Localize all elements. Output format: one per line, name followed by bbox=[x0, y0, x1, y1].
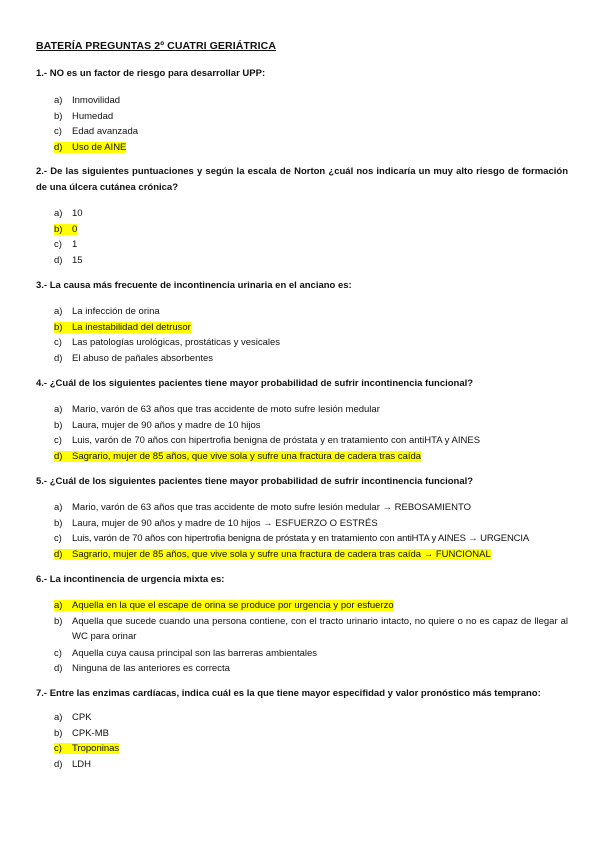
document-title: BATERÍA PREGUNTAS 2º CUATRI GERIÁTRICA bbox=[36, 40, 276, 52]
option-5d: d) Sagrario, mujer de 85 años, que vive sola y sufre una fractura de cadera tras caída → FUNCIONAL bbox=[54, 548, 491, 560]
options-4 bbox=[54, 402, 568, 464]
question-2: 2.- De las siguientes puntuaciones y según la escala de Norton ¿cuál nos indicaría un muy alto riesgo de formación de una úlcera cutánea crónica? bbox=[36, 166, 568, 193]
highlighted-answer: Sagrario, mujer de 85 años, que vive sola y sufre una fractura de cadera tras caída bbox=[72, 450, 422, 462]
option-3a: a) La infección de orina bbox=[54, 306, 160, 317]
options-2 bbox=[54, 206, 568, 268]
option-2c: c) 1 bbox=[54, 239, 78, 250]
highlighted-answer: Sagrario, mujer de 85 años, que vive sola y sufre una fractura de cadera tras caída → FUNCIONAL bbox=[72, 548, 491, 560]
options-6 bbox=[54, 598, 568, 677]
option-1c: c) Edad avanzada bbox=[54, 126, 139, 137]
option-6c: c) Aquella cuya causa principal son las barreras ambientales bbox=[54, 647, 318, 659]
question-1: 1.- NO es un factor de riesgo para desarrollar UPP: bbox=[36, 68, 266, 79]
question-5: 5.- ¿Cuál de los siguientes pacientes tiene mayor probabilidad de sufrir incontinencia funcional? bbox=[36, 476, 474, 487]
option-7d: d) LDH bbox=[54, 758, 92, 770]
option-1d: d) Uso de AINE bbox=[54, 141, 127, 153]
options-7 bbox=[54, 710, 568, 772]
option-3d: d) El abuso de pañales absorbentes bbox=[54, 352, 214, 364]
option-3b: b) La inestabilidad del detrusor bbox=[54, 321, 191, 333]
option-7b: b) CPK-MB bbox=[54, 727, 109, 739]
highlighted-answer: 0 bbox=[72, 223, 78, 235]
option-3c: c) Las patologías urológicas, prostáticas y vesicales bbox=[54, 337, 281, 348]
option-5a: a) Mario, varón de 63 años que tras accidente de moto sufre lesión medular → REBOSAMIENTO bbox=[54, 502, 472, 513]
option-4b: b) Laura, mujer de 90 años y madre de 10 hijos bbox=[54, 419, 261, 431]
option-4d: d) Sagrario, mujer de 85 años, que vive sola y sufre una fractura de cadera tras caída bbox=[54, 450, 422, 462]
option-2d: d) 15 bbox=[54, 254, 83, 266]
option-4a: a) Mario, varón de 63 años que tras accidente de moto sufre lesión medular bbox=[54, 404, 380, 415]
question-4: 4.- ¿Cuál de los siguientes pacientes tiene mayor probabilidad de sufrir incontinencia funcional? bbox=[36, 378, 474, 389]
option-5b: b) Laura, mujer de 90 años y madre de 10 hijos → ESFUERZO O ESTRÉS bbox=[54, 517, 378, 529]
option-6d: d) Ninguna de las anteriores es correcta bbox=[54, 663, 230, 674]
options-1 bbox=[54, 93, 568, 155]
option-7c: c) Troponinas bbox=[54, 743, 120, 754]
option-5c: c) Luis, varón de 70 años con hipertrofia benigna de próstata y en tratamiento con antiHTA y AINES → URGENCIA bbox=[54, 533, 530, 544]
option-4c: c) Luis, varón de 70 años con hipertrofia benigna de próstata y en tratamiento con antiHTA y AINES bbox=[54, 435, 481, 446]
option-6b: b) Aquella que sucede cuando una persona contiene, con el tracto urinario intacto, no quiere o no es capaz de llegar al WC para orinar bbox=[54, 615, 568, 642]
question-7: 7.- Entre las enzimas cardíacas, indica cuál es la que tiene mayor especifidad y valor pronóstico más temprano: bbox=[36, 688, 541, 699]
option-6a: a) Aquella en la que el escape de orina se produce por urgencia y por esfuerzo bbox=[54, 600, 394, 611]
question-6: 6.- La incontinencia de urgencia mixta es: bbox=[36, 574, 225, 585]
options-3 bbox=[54, 304, 568, 366]
option-2a: a) 10 bbox=[54, 208, 83, 219]
highlighted-answer: Aquella en la que el escape de orina se produce por urgencia y por esfuerzo bbox=[72, 600, 394, 611]
highlighted-answer: La inestabilidad del detrusor bbox=[72, 321, 191, 333]
option-1a: a) Inmovilidad bbox=[54, 95, 121, 106]
option-2b: b) 0 bbox=[54, 223, 78, 235]
options-5 bbox=[54, 500, 568, 562]
question-3: 3.- La causa más frecuente de incontinencia urinaria en el anciano es: bbox=[36, 280, 352, 291]
highlighted-answer: Troponinas bbox=[72, 743, 120, 754]
option-7a: a) CPK bbox=[54, 712, 92, 723]
highlighted-answer: Uso de AINE bbox=[72, 141, 127, 153]
option-1b: b) Humedad bbox=[54, 110, 114, 122]
